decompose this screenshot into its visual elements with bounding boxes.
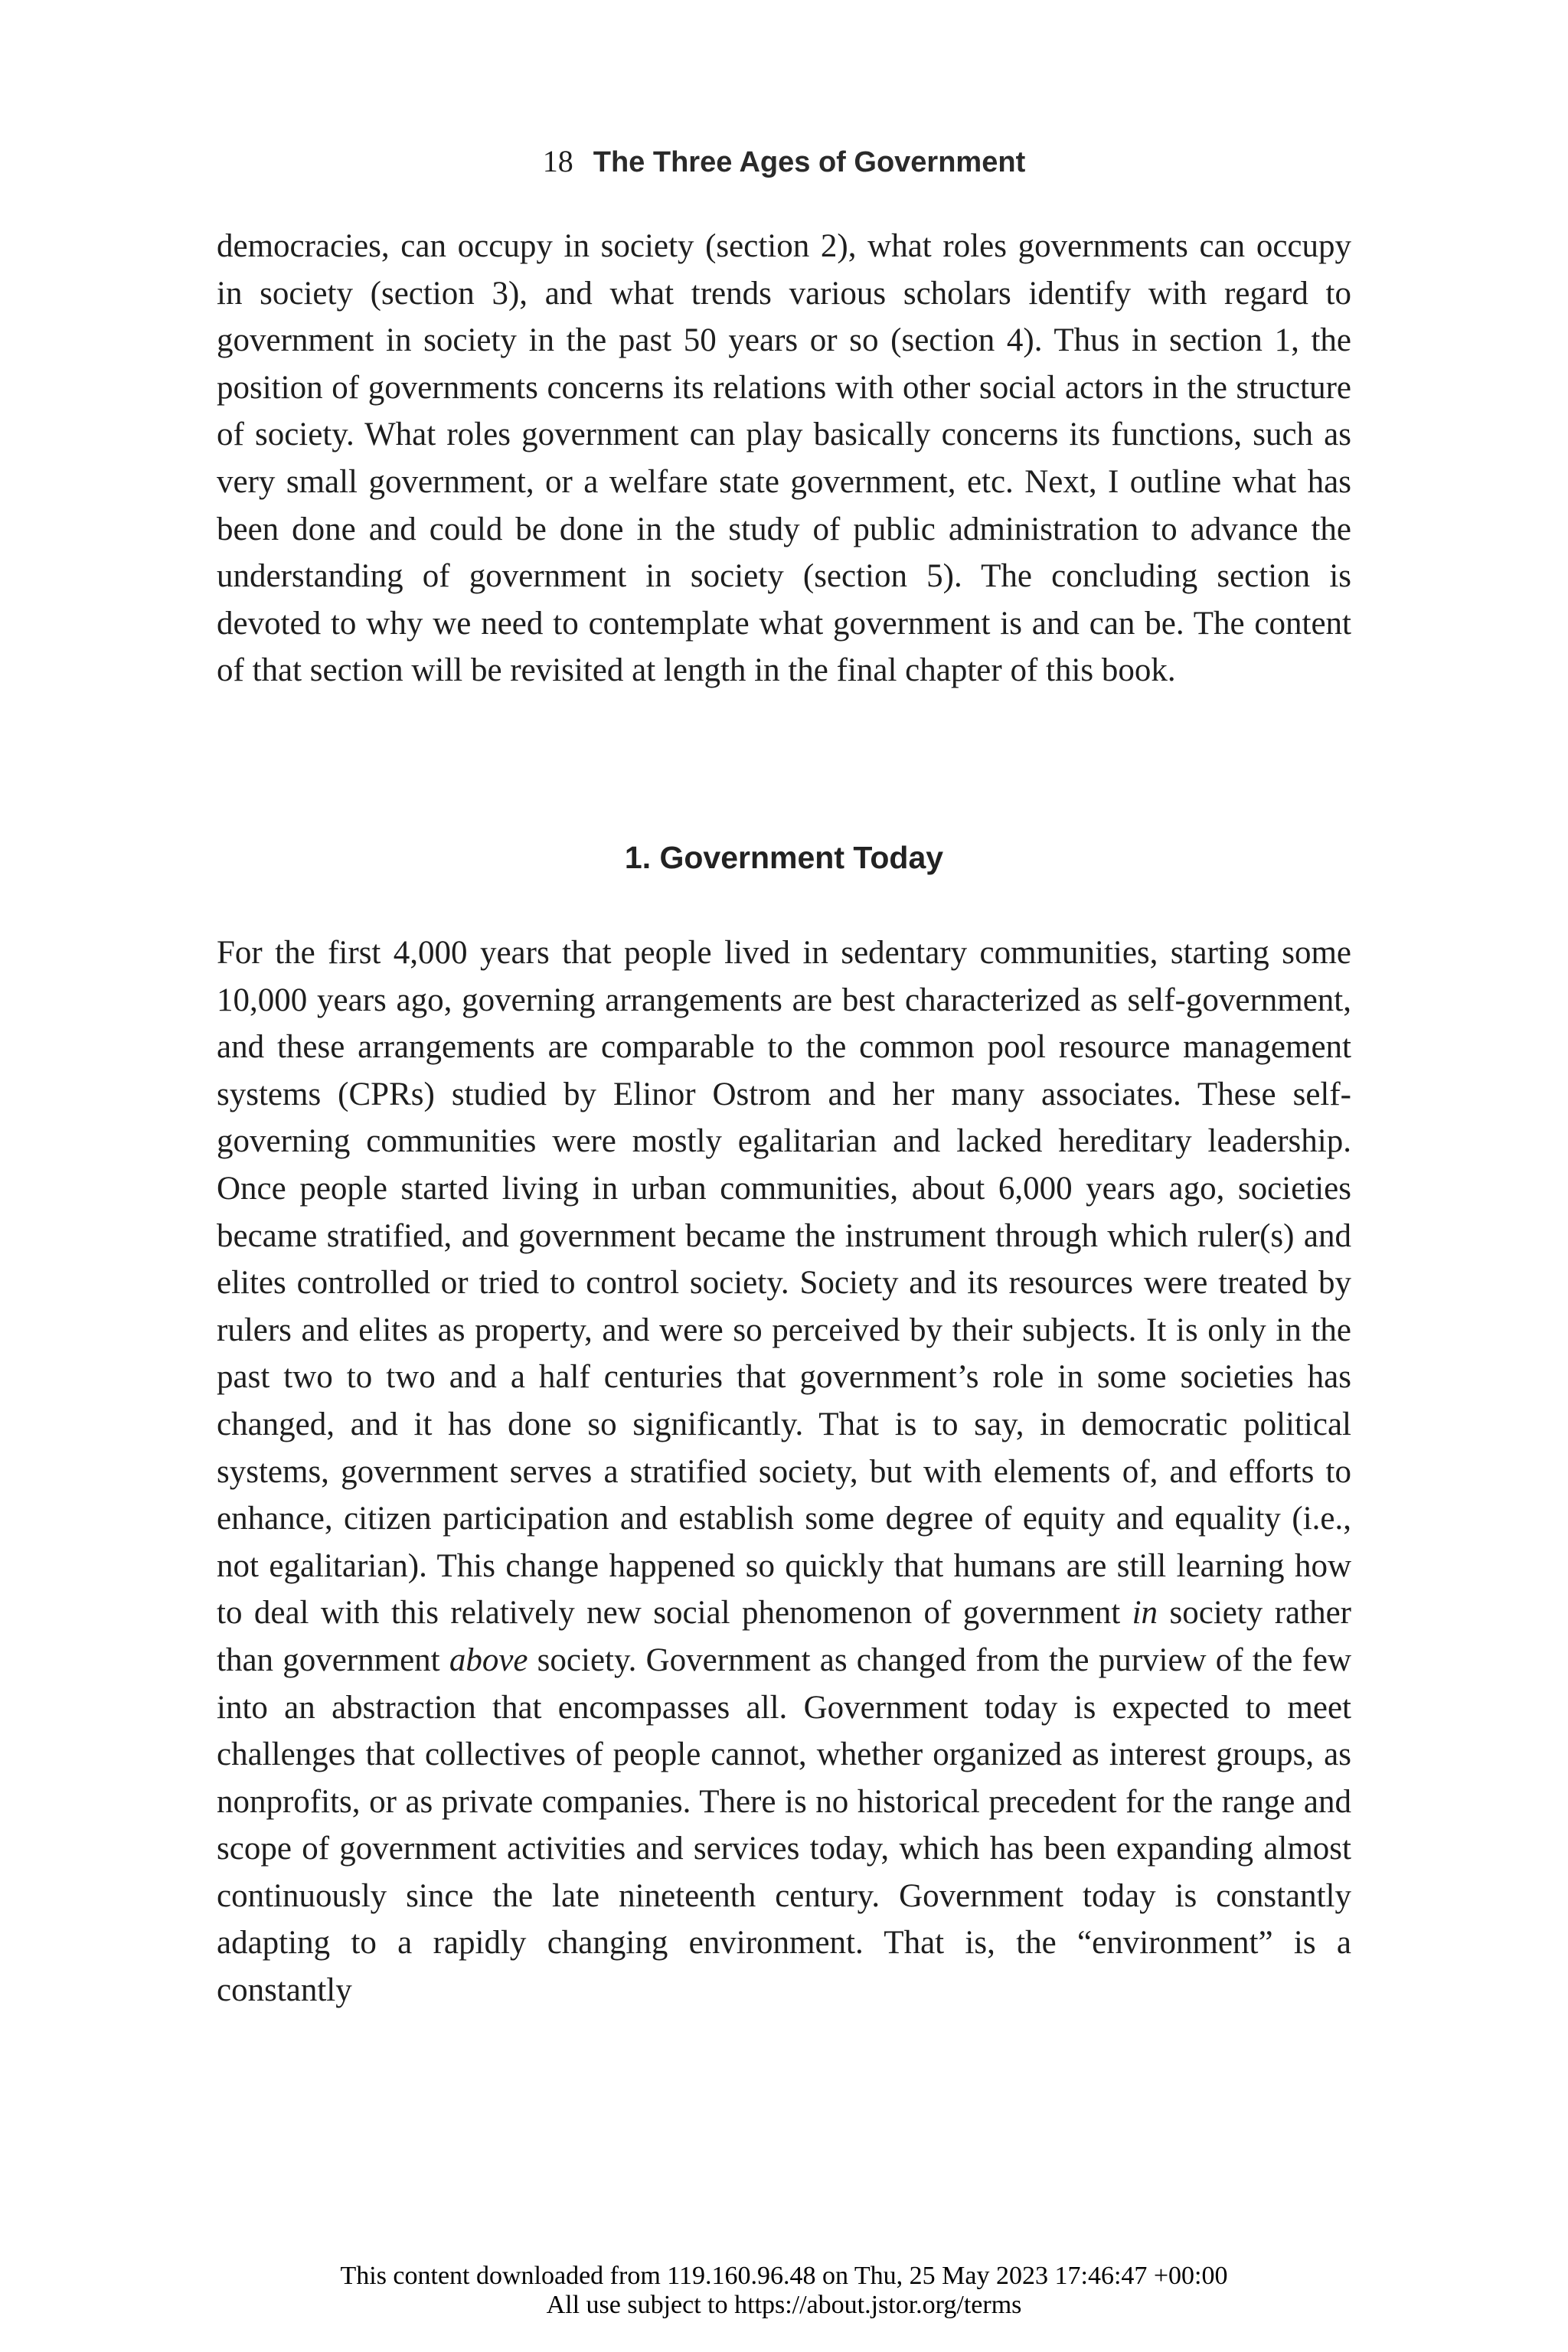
page-number: 18 bbox=[542, 144, 573, 178]
body-text-part-2: society rather than government bbox=[217, 1595, 1351, 1678]
running-head bbox=[0, 142, 1568, 181]
emphasis-above: above bbox=[449, 1642, 528, 1678]
section-heading: 1. Government Today bbox=[624, 840, 944, 875]
intro-paragraph: democracies, can occupy in society (section 2), what roles governments can occupy in society (section 3), and what trends various scholars identify with regard to government in society in the past 50 years or so (section 4). Thus in section 1, the position of governments concerns its relations with other social actors in the structure of society. What roles government can play basically concerns its functions, such as very small government, or a welfare state government, etc. Next, I outline what has been done and could be done in the study of public administration to advance the understanding of government in society (section 5). The concluding section is devoted to why we need to contemplate what government is and can be. The content of that section will be revisited at length in the final chapter of this book. bbox=[217, 228, 1351, 689]
body-paragraph bbox=[217, 929, 1351, 2014]
download-notice: This content downloaded from 119.160.96.48 on Thu, 25 May 2023 17:46:47 +00:00 bbox=[340, 2262, 1228, 2290]
body-text-part-3: society. Government as changed from the purview of the few into an abstraction that encompasses all. Government today is expected to meet challenges that collectives of people cannot, whether organized as interest groups, as nonprofits, or as private companies. There is no historical precedent for the range and scope of government activities and services today, which has been expanding almost continuously since the late nineteenth century. Government today is constantly adapting to a rapidly changing environment. That is, the “environment” is a constantly bbox=[217, 1642, 1351, 2009]
jstor-footer bbox=[0, 2262, 1568, 2320]
emphasis-in: in bbox=[1132, 1595, 1158, 1632]
body-text-part-1: For the first 4,000 years that people lived in sedentary communities, starting some 10,000 years ago, governing arrangements are best characterized as self-government, and these arrangements are comparable to the common pool resource management systems (CPRs) studied by Elinor Ostrom and her many associates. These self-governing communities were mostly egalitarian and lacked hereditary leadership. Once people started living in urban communities, about 6,000 years ago, societies became stratified, and government became the instrument through which ruler(s) and elites controlled or tried to control society. Society and its resources were treated by rulers and elites as property, and were so perceived by their subjects. It is only in the past two to two and a half centuries that government’s role in some societies has changed, and it has done so significantly. That is to say, in democratic political systems, government serves a stratified society, but with elements of, and efforts to enhance, citizen participation and establish some degree of equity and equality (i.e., not egalitarian). This change happened so quickly that humans are still learning how to deal with this relatively new social phenomenon of government bbox=[217, 935, 1351, 1632]
book-title: The Three Ages of Government bbox=[593, 146, 1026, 178]
terms-notice: All use subject to https://about.jstor.org/terms bbox=[546, 2291, 1022, 2319]
